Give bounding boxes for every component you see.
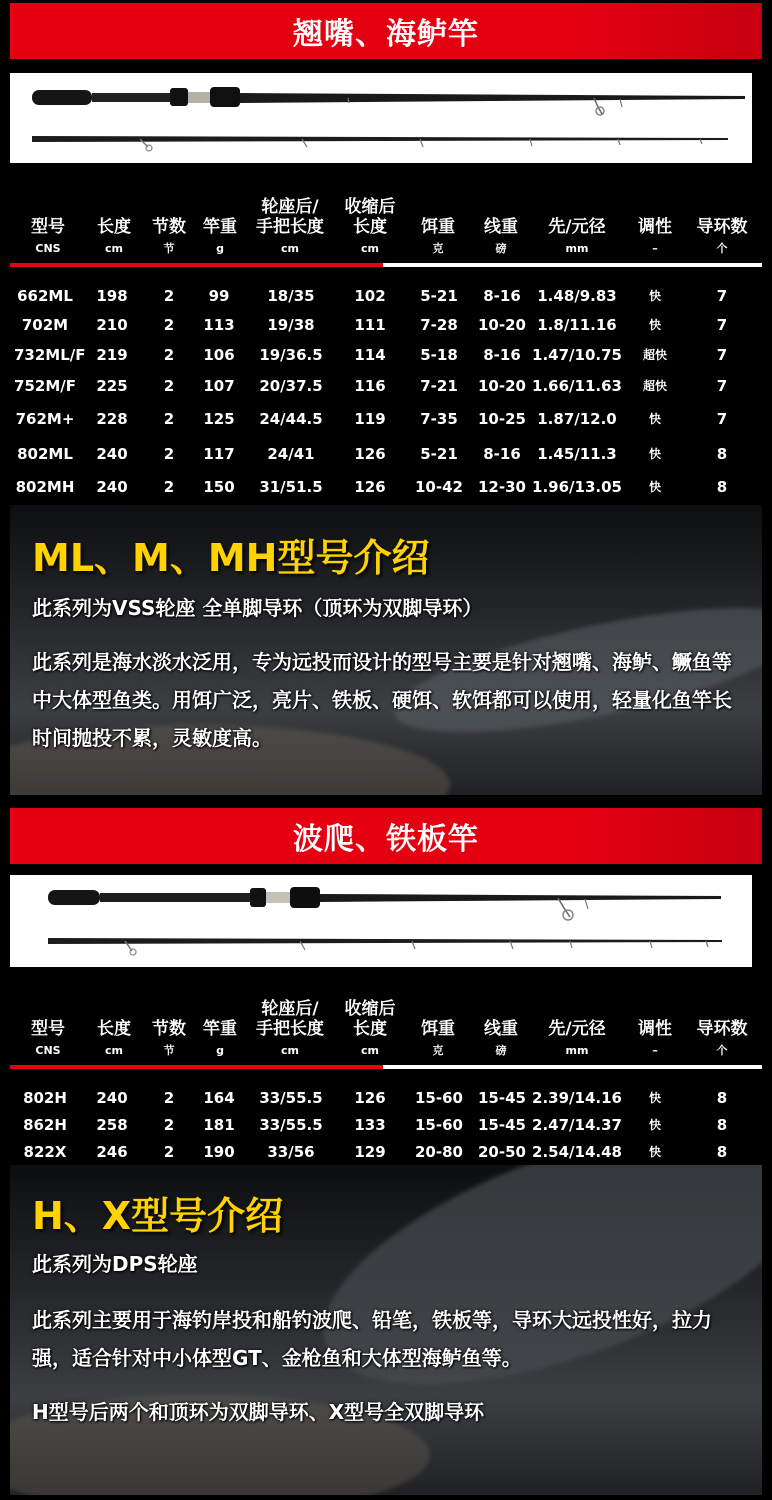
header-closed-length <box>338 183 402 263</box>
table-cell: 快 <box>648 447 661 461</box>
table-cell: 快 <box>648 1118 661 1132</box>
header-unit: cm <box>105 1044 123 1057</box>
header-guide-count <box>688 183 756 263</box>
table-header <box>10 985 762 1065</box>
table-cell: 18/35 <box>267 287 315 305</box>
header-length <box>83 985 145 1065</box>
table-cell: 190 <box>203 1143 235 1161</box>
table-cell: 2 <box>163 1143 175 1161</box>
table-cell: 2 <box>163 287 175 305</box>
table-header <box>10 183 762 263</box>
table-cell: 20/37.5 <box>259 377 323 395</box>
header-unit: – <box>652 242 658 255</box>
section-title-band <box>10 808 762 864</box>
intro-panel <box>10 505 762 795</box>
table-cell: 12-30 <box>478 478 526 496</box>
header-unit: CNS <box>35 242 61 255</box>
table-cell: 2.47/14.37 <box>532 1116 622 1134</box>
header-unit: 磅 <box>495 242 507 255</box>
table-cell: 15-60 <box>415 1089 463 1107</box>
header-label: 型号 <box>31 1019 65 1039</box>
table-cell: 快 <box>648 289 661 303</box>
table-cell: 1.96/13.05 <box>532 478 622 496</box>
table-cell: 19/38 <box>267 316 315 334</box>
table-cell: 10-20 <box>478 316 526 334</box>
table-cell: 快 <box>648 1091 661 1105</box>
header-lure-weight <box>408 183 468 263</box>
table-cell: 1.8/11.16 <box>537 316 617 334</box>
header-handle-length <box>245 183 335 263</box>
table-cell: 超快 <box>642 348 667 362</box>
table-cell: 2.39/14.16 <box>532 1089 622 1107</box>
table-cell: 8 <box>716 445 728 463</box>
table-cell: 快 <box>648 412 661 426</box>
table-cell: 225 <box>96 377 128 395</box>
table-cell: 802ML <box>17 445 73 463</box>
header-label: 调性 <box>638 217 672 237</box>
table-cell: 228 <box>96 410 128 428</box>
table-cell: 15-60 <box>415 1116 463 1134</box>
table-cell: 822X <box>23 1143 67 1161</box>
table-cell: 7 <box>716 410 728 428</box>
header-weight <box>190 985 250 1065</box>
table-cell: 198 <box>96 287 128 305</box>
header-divider <box>10 263 762 267</box>
table-cell: 8-16 <box>483 346 521 364</box>
header-unit: g <box>216 242 224 255</box>
header-label: 收缩后 长度 <box>344 197 396 237</box>
table-cell: 106 <box>203 346 235 364</box>
header-label: 饵重 <box>421 217 455 237</box>
table-cell: 240 <box>96 1089 128 1107</box>
table-row <box>10 1083 762 1110</box>
table-cell: 802MH <box>15 478 75 496</box>
table-cell: 7-28 <box>420 316 458 334</box>
header-label: 调性 <box>638 1019 672 1039</box>
table-cell: 117 <box>203 445 235 463</box>
intro-line: 此系列为DPS轮座 <box>32 1252 198 1276</box>
table-cell: 129 <box>354 1143 386 1161</box>
table-cell: 219 <box>96 346 128 364</box>
table-cell: 2 <box>163 445 175 463</box>
table-row <box>10 1137 762 1164</box>
header-unit: cm <box>361 242 379 255</box>
spec-table <box>10 183 762 502</box>
section-title: 波爬、铁板竿 <box>293 822 479 857</box>
header-label: 节数 <box>152 217 186 237</box>
header-unit: mm <box>565 242 589 255</box>
header-label: 竿重 <box>203 1019 237 1039</box>
header-line-weight <box>470 985 532 1065</box>
table-cell: 10-20 <box>478 377 526 395</box>
header-unit: cm <box>281 1044 299 1057</box>
table-cell: 2 <box>163 377 175 395</box>
header-label: 长度 <box>97 1019 131 1039</box>
table-cell: 107 <box>203 377 235 395</box>
table-cell: 702M <box>21 316 69 334</box>
table-cell: 862H <box>23 1116 67 1134</box>
table-cell: 126 <box>354 478 386 496</box>
table-cell: 24/44.5 <box>259 410 323 428</box>
table-cell: 111 <box>354 316 386 334</box>
table-cell: 8-16 <box>483 287 521 305</box>
header-unit: 个 <box>716 1044 728 1057</box>
table-cell: 7-35 <box>420 410 458 428</box>
header-unit: g <box>216 1044 224 1057</box>
table-cell: 24/41 <box>267 445 315 463</box>
table-cell: 7 <box>716 377 728 395</box>
table-cell: 1.66/11.63 <box>532 377 622 395</box>
table-cell: 119 <box>354 410 386 428</box>
table-row <box>10 281 762 310</box>
header-lure-weight <box>408 985 468 1065</box>
header-unit: 节 <box>163 242 175 255</box>
header-length <box>83 183 145 263</box>
table-cell: 2 <box>163 1089 175 1107</box>
intro-line: H型号后两个和顶环为双脚导环、X型号全双脚导环 <box>32 1400 485 1424</box>
table-cell: 31/51.5 <box>259 478 323 496</box>
table-cell: 2.54/14.48 <box>532 1143 622 1161</box>
table-cell: 7 <box>716 287 728 305</box>
table-cell: 2 <box>163 478 175 496</box>
table-cell: 2 <box>163 410 175 428</box>
header-label: 饵重 <box>421 1019 455 1039</box>
table-cell: 15-45 <box>478 1089 526 1107</box>
header-label: 竿重 <box>203 217 237 237</box>
table-cell: 超快 <box>642 379 667 393</box>
header-unit: CNS <box>35 1044 61 1057</box>
header-model <box>17 183 79 263</box>
table-cell: 5-18 <box>420 346 458 364</box>
table-row <box>10 1110 762 1137</box>
intro-title: ML、M、MH型号介绍 <box>32 536 430 580</box>
header-diameter <box>532 985 622 1065</box>
table-cell: 126 <box>354 445 386 463</box>
table-cell: 126 <box>354 1089 386 1107</box>
table-cell: 662ML <box>17 287 73 305</box>
intro-paragraph: 此系列主要用于海钓岸投和船钓波爬、铅笔，铁板等，导环大远投性好，拉力强，适合针对中小体型GT、金枪鱼和大体型海鲈鱼等。 <box>32 1308 712 1370</box>
table-cell: 752M/F <box>14 377 76 395</box>
table-cell: 15-45 <box>478 1116 526 1134</box>
header-model <box>17 985 79 1065</box>
table-cell: 240 <box>96 445 128 463</box>
intro-line: 此系列为VSS轮座 全单脚导环（顶环为双脚导环） <box>32 596 483 620</box>
header-label: 线重 <box>484 217 518 237</box>
table-cell: 5-21 <box>420 287 458 305</box>
table-row <box>10 472 762 502</box>
table-cell: 快 <box>648 1145 661 1159</box>
table-cell: 164 <box>203 1089 235 1107</box>
table-cell: 20-50 <box>478 1143 526 1161</box>
table-cell: 246 <box>96 1143 128 1161</box>
fishing-rod-illustration <box>10 73 752 163</box>
header-weight <box>190 183 250 263</box>
table-cell: 8 <box>716 478 728 496</box>
table-cell: 133 <box>354 1116 386 1134</box>
header-label: 收缩后 长度 <box>344 999 396 1039</box>
header-handle-length <box>245 985 335 1065</box>
fishing-rod-illustration <box>10 875 752 967</box>
header-label: 轮座后/ 手把长度 <box>256 999 324 1039</box>
table-cell: 258 <box>96 1116 128 1134</box>
header-action <box>625 183 685 263</box>
table-cell: 99 <box>208 287 230 305</box>
table-cell: 125 <box>203 410 235 428</box>
table-cell: 7 <box>716 316 728 334</box>
header-action <box>625 985 685 1065</box>
table-cell: 33/56 <box>267 1143 315 1161</box>
header-label: 型号 <box>31 217 65 237</box>
table-cell: 113 <box>203 316 235 334</box>
section-title-band <box>10 3 762 59</box>
header-label: 轮座后/ 手把长度 <box>256 197 324 237</box>
header-unit: 个 <box>716 242 728 255</box>
header-unit: – <box>652 1044 658 1057</box>
table-cell: 181 <box>203 1116 235 1134</box>
table-cell: 102 <box>354 287 386 305</box>
table-cell: 8 <box>716 1143 728 1161</box>
table-cell: 1.87/12.0 <box>537 410 617 428</box>
intro-title: H、X型号介绍 <box>32 1194 284 1238</box>
table-cell: 33/55.5 <box>259 1116 323 1134</box>
table-cell: 2 <box>163 346 175 364</box>
rod-image-panel <box>10 73 752 163</box>
table-row <box>10 371 762 404</box>
table-cell: 7 <box>716 346 728 364</box>
table-cell: 1.47/10.75 <box>532 346 622 364</box>
table-row <box>10 439 762 472</box>
table-cell: 19/36.5 <box>259 346 323 364</box>
table-cell: 210 <box>96 316 128 334</box>
header-label: 导环数 <box>696 217 748 237</box>
header-line-weight <box>470 183 532 263</box>
header-unit: mm <box>565 1044 589 1057</box>
table-cell: 8-16 <box>483 445 521 463</box>
table-cell: 2 <box>163 316 175 334</box>
spec-table <box>10 985 762 1164</box>
header-diameter <box>532 183 622 263</box>
header-unit: cm <box>105 242 123 255</box>
header-unit: 磅 <box>495 1044 507 1057</box>
table-row <box>10 310 762 340</box>
table-row <box>10 404 762 439</box>
table-cell: 240 <box>96 478 128 496</box>
header-label: 先/元径 <box>548 217 606 237</box>
header-label: 线重 <box>484 1019 518 1039</box>
table-cell: 7-21 <box>420 377 458 395</box>
table-cell: 10-25 <box>478 410 526 428</box>
header-guide-count <box>688 985 756 1065</box>
header-unit: 节 <box>163 1044 175 1057</box>
header-closed-length <box>338 985 402 1065</box>
table-cell: 10-42 <box>415 478 463 496</box>
rod-image-panel <box>10 875 752 967</box>
table-cell: 8 <box>716 1116 728 1134</box>
table-cell: 20-80 <box>415 1143 463 1161</box>
table-cell: 5-21 <box>420 445 458 463</box>
header-label: 先/元径 <box>548 1019 606 1039</box>
header-unit: cm <box>281 242 299 255</box>
intro-panel <box>10 1165 762 1495</box>
table-cell: 1.45/11.3 <box>537 445 617 463</box>
table-cell: 802H <box>23 1089 67 1107</box>
table-cell: 快 <box>648 318 661 332</box>
table-cell: 快 <box>648 480 661 494</box>
intro-paragraph: 此系列是海水淡水泛用，专为远投而设计的型号主要是针对翘嘴、海鲈、鳜鱼等中大体型鱼类。用饵广泛，亮片、铁板、硬饵、软饵都可以使用，轻量化鱼竿长时间抛投不累，灵敏度高。 <box>32 650 732 750</box>
table-cell: 114 <box>354 346 386 364</box>
table-cell: 8 <box>716 1089 728 1107</box>
table-row <box>10 340 762 371</box>
table-cell: 150 <box>203 478 235 496</box>
header-divider <box>10 1065 762 1069</box>
table-cell: 116 <box>354 377 386 395</box>
header-label: 导环数 <box>696 1019 748 1039</box>
table-cell: 2 <box>163 1116 175 1134</box>
header-label: 节数 <box>152 1019 186 1039</box>
table-cell: 1.48/9.83 <box>537 287 617 305</box>
header-label: 长度 <box>97 217 131 237</box>
section-title: 翘嘴、海鲈竿 <box>293 17 479 52</box>
header-unit: 克 <box>432 242 444 255</box>
table-cell: 33/55.5 <box>259 1089 323 1107</box>
header-unit: cm <box>361 1044 379 1057</box>
table-cell: 762M+ <box>15 410 75 428</box>
table-cell: 732ML/F <box>14 346 86 364</box>
header-unit: 克 <box>432 1044 444 1057</box>
